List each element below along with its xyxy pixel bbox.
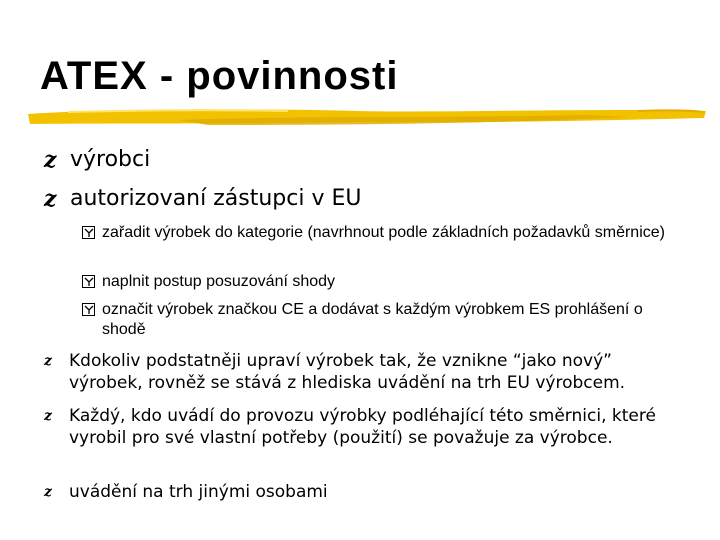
bullet-text: autorizovaní zástupci v EU — [70, 186, 362, 211]
z-bullet-icon: z — [44, 147, 57, 173]
paragraph-text: uvádění na trh jinými osobami — [69, 482, 328, 502]
checkbox-tick-icon — [82, 303, 95, 316]
z-bullet-icon: z — [44, 408, 52, 424]
sub-bullet-text: zařadit výrobek do kategorie (navrhnout podle základních požadavků směrnice) — [102, 224, 665, 241]
z-bullet-icon: z — [44, 484, 52, 500]
checkbox-tick-icon — [82, 275, 95, 288]
bullet-text: výrobci — [70, 147, 151, 172]
title-underline-brush — [28, 98, 708, 134]
sub-bullet-text: označit výrobek značkou CE a dodávat s každým výrobkem ES prohlášení o shodě — [102, 301, 643, 338]
paragraph-text: Kdokoliv podstatněji upraví výrobek tak, že vznikne “jako nový” výrobek, rovněž se stává z hlediska uvádění na trh EU výrobcem. — [69, 351, 626, 393]
slide-title: ATEX - povinnosti — [40, 54, 399, 98]
z-bullet-icon: z — [44, 353, 52, 369]
z-bullet-icon: z — [44, 186, 57, 212]
sub-bullet-text: naplnit postup posuzování shody — [102, 273, 336, 290]
paragraph-text: Každý, kdo uvádí do provozu výrobky podléhající této směrnici, které vyrobil pro své vlastní potřeby (použití) se považuje za výrobce. — [69, 406, 656, 448]
checkbox-tick-icon — [82, 226, 95, 239]
